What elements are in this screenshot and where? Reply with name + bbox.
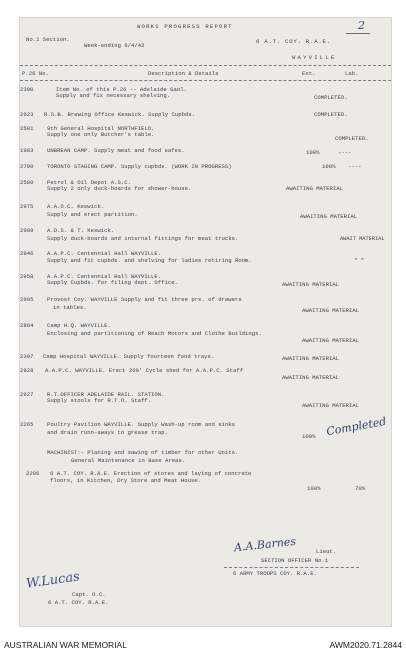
oc-rank: Capt. O.C.	[72, 591, 106, 598]
section-label: No.1 Section.	[26, 36, 70, 43]
entry-text: R.T.OFFICER ADELAIDE RAIL. STATION.	[47, 391, 165, 398]
entry-text: Enclosing and partitioning of Reach Motors and Clothe Buildings.	[47, 330, 262, 337]
column-lab: Lab.	[345, 70, 359, 77]
entry-number: 2909	[20, 227, 34, 234]
entry-status: AWAITING MATERIAL	[286, 185, 344, 192]
entry-ext: 100%	[306, 149, 320, 156]
entry-number: 2958	[20, 273, 34, 280]
entry-text: Poultry Pavilion WAYVILLE. Supply Wash-up room and sinks	[47, 421, 235, 428]
entry-text: Provost Coy. WAYVILLE Supply and fit three prs. of drawers	[47, 296, 242, 303]
entry-text: Camp H.Q. WAYVILLE.	[47, 322, 111, 329]
week-ending: Week-ending 6/4/42	[84, 42, 145, 49]
officer-rank: Lieut.	[316, 548, 337, 555]
officer-title: SECTION OFFICER No.1	[261, 557, 329, 564]
entry-number: 2581	[20, 125, 34, 132]
entry-ext: 100%	[307, 485, 321, 492]
entry-text: A.A.P.C. WAYVILLE. Erect 200' Cycle shed for A.A.P.C. Staff	[45, 367, 244, 374]
entry-number: 2790	[20, 163, 34, 170]
entry-lab: ----	[338, 149, 352, 156]
header-rule-bottom	[20, 80, 391, 81]
officer-signature: A.A.Barnes	[233, 534, 297, 555]
entry-number: 1983	[20, 147, 34, 154]
entry-text: Supply one only Butcher's table.	[47, 131, 155, 138]
entry-status: AWAITING MATERIAL	[300, 213, 358, 220]
header-rule-top	[20, 65, 391, 66]
entry-number: 2927	[20, 391, 34, 398]
entry-number: 2995	[20, 296, 34, 303]
entry-number: 2397	[20, 353, 34, 360]
entry-number: 2975	[20, 203, 34, 210]
entry-text: Petrol & Oil Depot A.S.C.	[47, 179, 131, 186]
entry-text: R.S.B. Brewing Office Keswick. Supply Cupbds.	[44, 111, 196, 118]
entry-text: Item No. of this P.26 -- Adelaide Gaol.	[56, 86, 187, 93]
officer-unit: 6 ARMY TROOPS COY. R.A.E.	[233, 570, 317, 577]
oc-unit: 6 A.T. COY. R.A.E.	[48, 599, 109, 606]
column-ext: Ext.	[302, 70, 316, 77]
entry-number: 2265	[20, 421, 34, 428]
institution-name: AUSTRALIAN WAR MEMORIAL	[4, 640, 127, 650]
entry-status: COMPLETED.	[314, 94, 348, 101]
entry-number: 2580	[20, 179, 34, 186]
page-number: 2	[358, 19, 365, 32]
entry-text: Camp Hospital WAYVILLE. Supply fourteen food trays.	[43, 353, 215, 360]
entry-ext: 100%	[302, 433, 316, 440]
accession-number: AWM2020.71.2844	[329, 640, 402, 650]
entry-status: COMPLETED.	[335, 135, 369, 142]
report-title: WORKS PROGRESS REPORT	[137, 23, 233, 30]
entry-text: Supply and fit cupbds. and shelving for ladies retiring Room.	[47, 257, 252, 264]
entry-number: 2946	[20, 250, 34, 257]
completed-handwritten: Completed	[325, 414, 388, 439]
entry-status: AWAIT MATERIAL	[340, 236, 385, 242]
entry-status: AWAITING MATERIAL	[282, 355, 340, 362]
entry-status: AWAITING MATERIAL	[302, 307, 360, 314]
entry-text: Supply 2 only duck-boards for shower-house.	[47, 185, 192, 192]
entry-text: A.D.S. & T. Keswick.	[47, 227, 115, 234]
entry-text: Supply duck-boards and internal fittings for meat trucks.	[47, 235, 239, 242]
archive-footer	[0, 633, 406, 653]
unit-name: 6 A.T. COY. R.A.E.	[256, 38, 331, 45]
entry-ext: 100%	[322, 163, 336, 170]
entry-status: AWAITING MATERIAL	[282, 281, 340, 288]
place-name: WAYVILLE	[292, 54, 337, 61]
entry-number: 2623	[20, 111, 34, 118]
entry-text: in tables.	[53, 304, 87, 311]
column-description: Description & Details	[148, 70, 219, 77]
entry-number: 2206	[26, 470, 40, 477]
signature-rule	[224, 567, 359, 568]
entry-text: Supply stools for R.T.O. Staff.	[47, 397, 152, 404]
page-number-underline	[346, 33, 370, 34]
oc-signature: W.Lucas	[25, 569, 81, 592]
entry-text: A.A.P.C. Centennial Hall WAYVILLE.	[47, 273, 162, 280]
entry-text: 9th General Hospital NORTHFIELD.	[47, 125, 155, 132]
entry-status: " "	[354, 257, 365, 264]
entry-text: floors, in Kitchen, Dry Store and Meat House.	[50, 477, 202, 484]
entry-status: AWAITING MATERIAL	[302, 402, 360, 409]
column-ref: P.26 No.	[22, 70, 49, 77]
entry-text: UNBREAN CAMP. Supply meat and food safes.	[47, 147, 185, 154]
entry-status: COMPLETED.	[314, 111, 348, 118]
entry-text: MACHINIST:- Planing and sawing of timber for other Units.	[47, 449, 239, 456]
entry-status: AWAITING MATERIAL	[282, 374, 340, 381]
entry-text: TORONTO STAGING CAMP. Supply cupbds. (WORK IN PROGRESS)	[47, 163, 232, 170]
entry-status: AWAITING MATERIAL	[302, 337, 360, 344]
entry-text: Supply Cupbds. for filing dept. Office.	[47, 279, 178, 286]
entry-text: General Maintenance in Base Areas.	[71, 457, 186, 464]
document-sheet	[20, 18, 391, 626]
entry-number: 2828	[20, 367, 34, 374]
entry-lab: ----	[348, 163, 362, 170]
entry-text: Supply and fix necessary shelving.	[56, 92, 171, 99]
entry-number: 2864	[20, 322, 34, 329]
entry-text: Supply and erect partition.	[47, 211, 138, 218]
entry-number: 2390	[20, 86, 34, 93]
entry-lab: 70%	[355, 485, 366, 492]
entry-text: A.A.O.C. Keswick.	[47, 203, 105, 210]
entry-text: 6 A.T. COY. R.A.E. Erection of stores and laying of concrete	[50, 470, 252, 477]
entry-text: and drain runn-aways to grease trap.	[47, 429, 168, 436]
entry-text: A.A.P.C. Centennial Hall WAYVILLE.	[47, 250, 162, 257]
